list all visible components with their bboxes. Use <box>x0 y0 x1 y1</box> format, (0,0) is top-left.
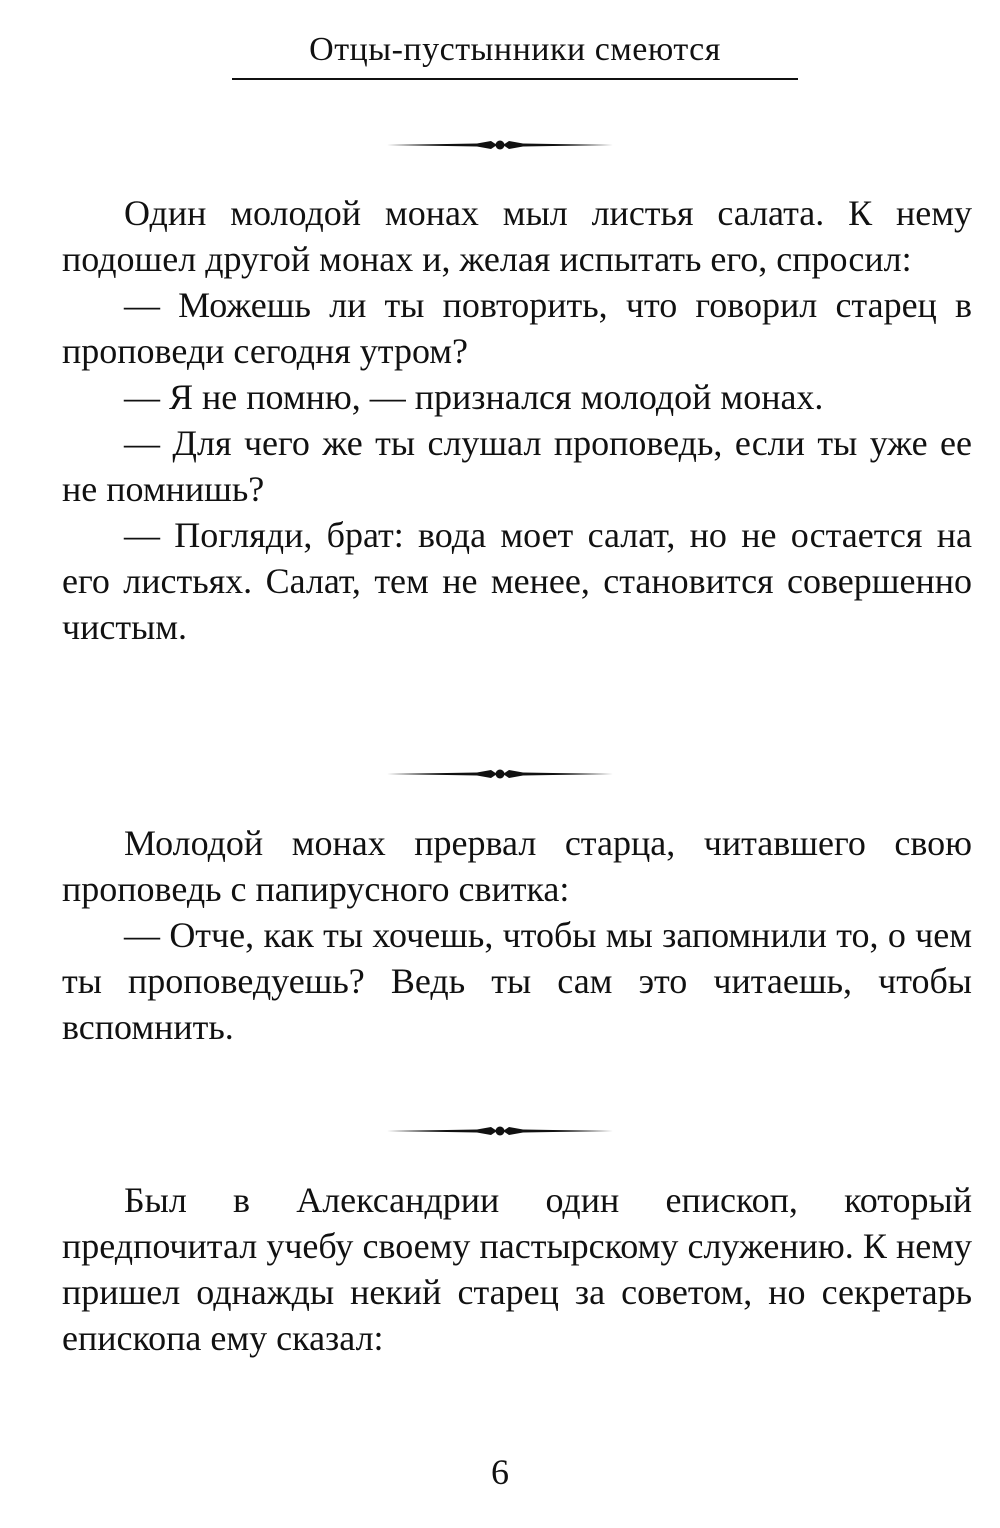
page-number: 6 <box>491 1452 509 1492</box>
story-2 <box>62 820 972 1050</box>
story-paragraph: — Погляди, брат: вода моет салат, но не остается на его листьях. Салат, тем не менее, становится совершенно чистым. <box>62 515 972 647</box>
ornament-divider-icon <box>385 137 615 153</box>
story-paragraph: Был в Александрии один епископ, который предпочитал учебу своему пастырскому служению. К нему пришел однажды некий старец за советом, но секретарь епископа ему сказал: <box>62 1180 972 1358</box>
story-3 <box>62 1177 972 1361</box>
story-1 <box>62 190 972 650</box>
running-header: Отцы-пустынники смеются <box>309 31 721 68</box>
ornament-divider-icon <box>385 766 615 782</box>
header-rule <box>232 78 798 80</box>
story-paragraph: — Можешь ли ты повторить, что говорил старец в проповеди сегодня утром? <box>62 285 972 371</box>
ornament-divider-icon <box>385 1123 615 1139</box>
story-paragraph: Один молодой монах мыл листья салата. К нему подошел другой монах и, желая испытать его, спросил: <box>62 193 972 279</box>
story-paragraph: — Для чего же ты слушал проповедь, если ты уже ее не помнишь? <box>62 423 972 509</box>
section-ornament <box>0 137 1000 153</box>
story-paragraph: — Отче, как ты хочешь, чтобы мы запомнили то, о чем ты проповедуешь? Ведь ты сам это читаешь, чтобы вспомнить. <box>62 915 972 1047</box>
section-ornament <box>0 766 1000 782</box>
story-paragraph: Молодой монах прервал старца, читавшего свою проповедь с папирусного свитка: <box>62 823 972 909</box>
story-paragraph: — Я не помню, — признался молодой монах. <box>124 377 824 417</box>
section-ornament <box>0 1123 1000 1139</box>
